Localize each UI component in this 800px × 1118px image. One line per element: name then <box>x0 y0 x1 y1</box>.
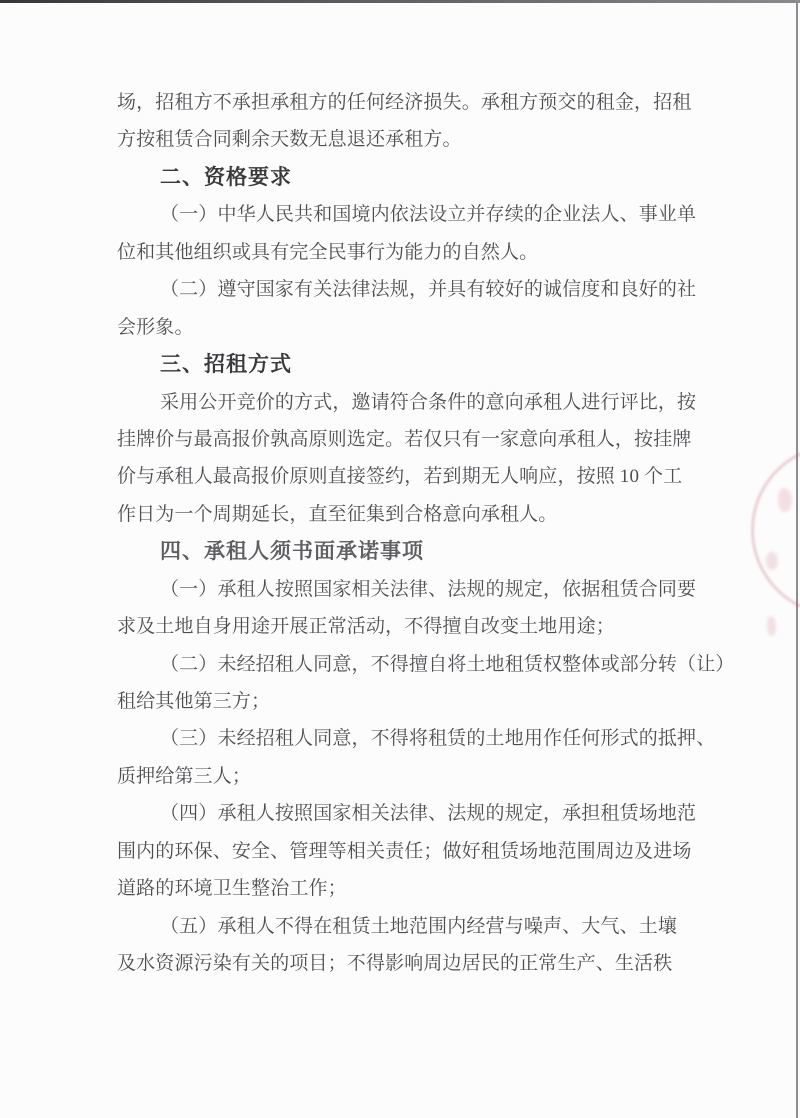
text-line: 场，招租方不承担承租方的任何经济损失。承租方预交的租金，招租 <box>117 92 692 113</box>
red-seal-mark <box>766 552 778 570</box>
section-heading: 二、资格要求 <box>160 164 292 189</box>
scan-top-edge-artifact <box>0 0 800 3</box>
text-line: 作日为一个周期延长，直至征集到合格意向承租人。 <box>117 503 558 525</box>
section-heading: 三、招租方式 <box>160 352 292 377</box>
text-line: （三）未经招租人同意，不得将租赁的土地用作任何形式的抵押、 <box>160 728 716 750</box>
section-heading: 四、承租人须书面承诺事项 <box>160 539 424 564</box>
text-line: 质押给第三人； <box>117 765 252 787</box>
text-line: 方按租赁合同剩余天数无息退还承租方。 <box>117 129 462 151</box>
red-seal-mark <box>778 488 792 512</box>
text-line: 租给其他第三方； <box>117 691 271 712</box>
text-line: 采用公开竞价的方式，邀请符合条件的意向承租人进行评比，按 <box>160 391 697 413</box>
text-line: （一）承租人按照国家相关法律、法规的规定，依据租赁合同要 <box>160 578 697 600</box>
text-line: 求及土地自身用途开展正常活动，不得擅自改变土地用途； <box>117 616 615 638</box>
text-line: 围内的环保、安全、管理等相关责任；做好租赁场地范围周边及进场 <box>117 840 692 862</box>
red-seal-stamp <box>751 444 800 616</box>
text-line: 道路的环境卫生整治工作； <box>117 878 347 900</box>
text-line: （二）未经招租人同意，不得擅自将土地租赁权整体或部分转（让） <box>160 653 735 675</box>
text-line: 会形象。 <box>117 316 194 338</box>
red-seal-mark <box>767 616 776 636</box>
text-line: 挂牌价与最高报价孰高原则选定。若仅只有一家意向承租人，按挂牌 <box>117 428 692 450</box>
text-line: 位和其他组织或具有完全民事行为能力的自然人。 <box>117 241 539 263</box>
text-line: （一）中华人民共和国境内依法设立并存续的企业法人、事业单 <box>160 204 697 226</box>
text-line: （四）承租人按照国家相关法律、法规的规定，承担租赁场地范 <box>160 803 697 825</box>
text-line: 价与承租人最高报价原则直接签约，若到期无人响应，按照 10 个工 <box>117 466 683 488</box>
text-line: （二）遵守国家有关法律法规，并具有较好的诚信度和良好的社 <box>160 279 697 301</box>
text-line: （五）承租人不得在租赁土地范围内经营与噪声、大气、土壤 <box>160 915 678 937</box>
document-body <box>117 84 735 983</box>
text-line: 及水资源污染有关的项目；不得影响周边居民的正常生产、生活秩 <box>117 953 673 975</box>
